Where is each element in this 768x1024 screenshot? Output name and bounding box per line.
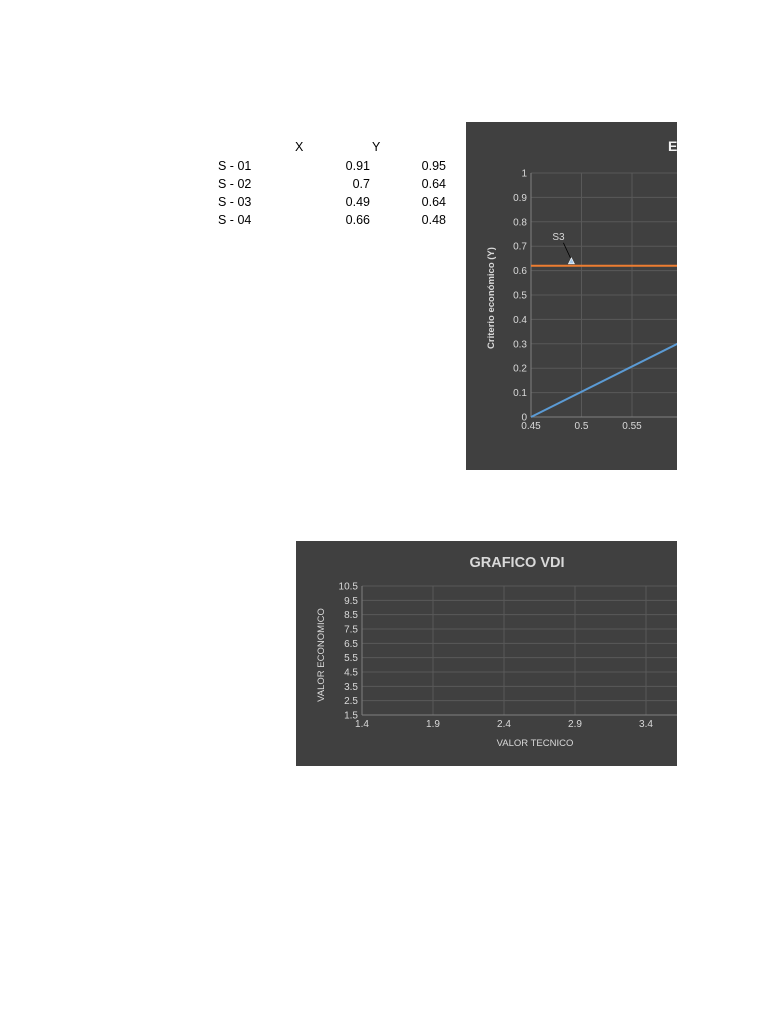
series-line-0: [531, 344, 677, 417]
y-tick-label: 0.1: [513, 388, 527, 400]
vdi-chart: [296, 541, 677, 766]
row-label: S - 03: [218, 195, 252, 209]
x-axis-label: VALOR TECNICO: [496, 738, 574, 749]
y-tick-label: 5.5: [344, 653, 358, 665]
row-x-value: 0.91: [345, 159, 370, 173]
row-y-value: 0.48: [421, 213, 446, 227]
x-tick-label: 1.4: [355, 719, 369, 730]
y-tick-label: 0.4: [513, 314, 527, 326]
y-tick-label: 0.7: [513, 241, 527, 253]
point-leader-line: [563, 243, 570, 258]
y-tick-label: 0.2: [513, 363, 527, 375]
y-tick-label: 0.9: [513, 192, 527, 204]
y-tick-label: 2.5: [344, 696, 358, 708]
chart-title: E: [668, 138, 677, 154]
vdi-chart-svg: [296, 541, 677, 766]
criteria-chart-svg: [466, 122, 677, 470]
row-x-value: 0.49: [345, 195, 370, 209]
y-tick-label: 1: [521, 168, 527, 180]
row-y-value: 0.95: [421, 159, 446, 173]
y-axis-label: VALOR ECONOMICO: [316, 608, 327, 702]
row-x-value: 0.66: [345, 213, 370, 227]
x-tick-label: 3.4: [639, 719, 653, 730]
y-tick-label: 0.8: [513, 217, 527, 229]
x-tick-label: 2.9: [568, 719, 582, 730]
x-tick-label: 2.4: [497, 719, 511, 730]
data-point-marker: [568, 258, 574, 264]
y-tick-label: 0.6: [513, 266, 527, 278]
y-tick-label: 0: [521, 412, 527, 424]
criteria-chart: [466, 122, 677, 470]
y-tick-label: 0.5: [513, 290, 527, 302]
point-label: S3: [552, 231, 565, 243]
row-y-value: 0.64: [421, 177, 446, 191]
y-tick-label: 0.3: [513, 339, 527, 351]
column-header-x: X: [295, 140, 304, 154]
y-axis-label: Criterio económico (Y): [486, 247, 497, 349]
row-label: S - 02: [218, 177, 252, 191]
y-tick-label: 4.5: [344, 667, 358, 679]
column-header-y: Y: [372, 140, 381, 154]
y-tick-label: 7.5: [344, 624, 358, 636]
x-tick-label: 0.5: [574, 421, 589, 432]
x-tick-label: 0.55: [622, 421, 642, 432]
y-tick-label: 3.5: [344, 681, 358, 693]
x-tick-label: 0.45: [521, 421, 541, 432]
y-tick-label: 8.5: [344, 610, 358, 622]
y-tick-label: 6.5: [344, 638, 358, 650]
x-tick-label: 1.9: [426, 719, 440, 730]
row-y-value: 0.64: [421, 195, 446, 209]
y-tick-label: 10.5: [338, 581, 358, 593]
row-label: S - 04: [218, 213, 252, 227]
row-x-value: 0.7: [352, 177, 370, 191]
chart-title: GRAFICO VDI: [469, 555, 565, 571]
y-tick-label: 1.5: [344, 710, 358, 722]
row-label: S - 01: [218, 159, 252, 173]
y-tick-label: 9.5: [344, 595, 358, 607]
